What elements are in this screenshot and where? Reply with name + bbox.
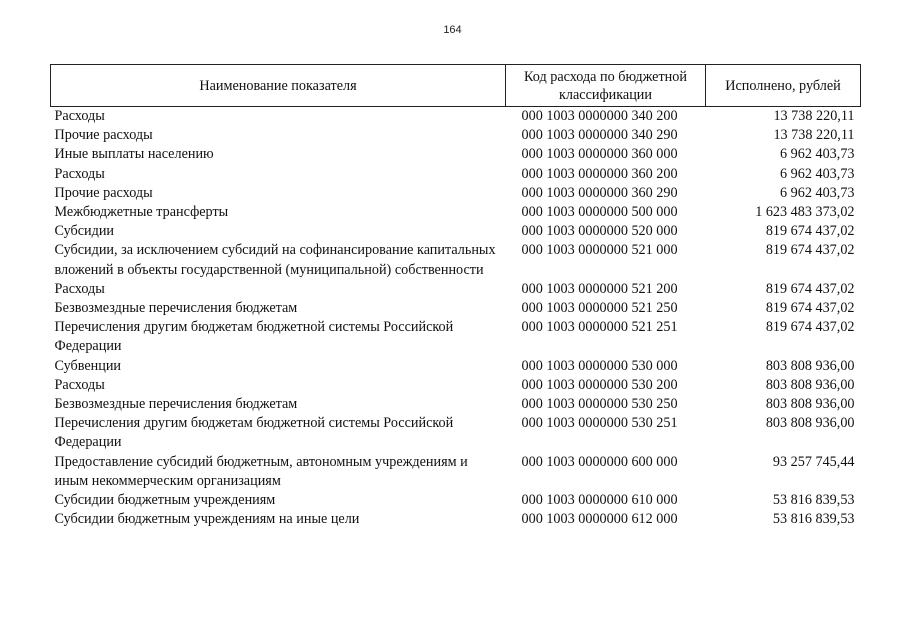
row-budget-code: 000 1003 0000000 340 200 xyxy=(521,108,678,124)
header-indicator-name: Наименование показателя xyxy=(51,65,506,107)
table-row xyxy=(51,222,861,241)
table-row xyxy=(51,453,861,491)
budget-table-container xyxy=(50,64,860,529)
table-row xyxy=(51,510,861,529)
row-indicator-name: Прочие расходы xyxy=(54,184,153,201)
table-row xyxy=(51,376,861,395)
table-body xyxy=(51,107,861,530)
table-row xyxy=(51,107,861,127)
row-budget-code: 000 1003 0000000 500 000 xyxy=(521,204,678,221)
row-executed-amount: 819 674 437,02 xyxy=(765,300,855,317)
row-indicator-name: Субсидии бюджетным учреждениям на иные цели xyxy=(54,511,360,528)
row-executed-amount: 819 674 437,02 xyxy=(765,242,855,259)
row-executed-amount: 6 962 403,73 xyxy=(780,146,855,163)
row-executed-amount: 6 962 403,73 xyxy=(780,165,855,182)
row-budget-code: 000 1003 0000000 340 290 xyxy=(521,127,678,144)
row-budget-code: 000 1003 0000000 521 251 xyxy=(521,319,678,336)
row-indicator-name: Субсидии xyxy=(54,223,115,240)
row-budget-code: 000 1003 0000000 530 250 xyxy=(521,396,678,413)
row-budget-code: 000 1003 0000000 360 290 xyxy=(521,184,678,201)
row-budget-code: 000 1003 0000000 530 200 xyxy=(521,376,678,393)
row-budget-code: 000 1003 0000000 610 000 xyxy=(521,492,678,509)
row-executed-amount: 1 623 483 373,02 xyxy=(755,204,855,221)
table-row xyxy=(51,184,861,203)
table-row xyxy=(51,318,861,356)
row-executed-amount: 13 738 220,11 xyxy=(773,108,855,124)
table-header-row xyxy=(51,65,861,107)
row-executed-amount: 53 816 839,53 xyxy=(772,511,855,528)
table-row xyxy=(51,280,861,299)
table-row xyxy=(51,203,861,222)
header-executed-amount: Исполнено, рублей xyxy=(706,65,861,107)
row-budget-code: 000 1003 0000000 521 250 xyxy=(521,300,678,317)
row-indicator-name: Безвозмездные перечисления бюджетам xyxy=(54,300,298,317)
row-indicator-name: Межбюджетные трансферты xyxy=(54,204,229,221)
row-indicator-name: Расходы xyxy=(54,165,105,182)
budget-expenditure-table xyxy=(50,64,861,529)
table-row xyxy=(51,145,861,164)
table-row xyxy=(51,414,861,452)
row-executed-amount: 819 674 437,02 xyxy=(765,223,855,240)
row-indicator-name: Расходы xyxy=(54,376,105,393)
row-indicator-name: Иные выплаты населению xyxy=(54,146,214,163)
row-indicator-name: Безвозмездные перечисления бюджетам xyxy=(54,396,298,413)
table-row xyxy=(51,357,861,376)
row-indicator-name: Субсидии, за исключением субсидий на софинансирование капитальных вложений в объекты государственной (муниципальной) собственности xyxy=(54,242,496,278)
table-row xyxy=(51,241,861,279)
row-budget-code: 000 1003 0000000 612 000 xyxy=(521,511,678,528)
row-executed-amount: 6 962 403,73 xyxy=(780,184,855,201)
row-executed-amount: 803 808 936,00 xyxy=(765,376,855,393)
page-number: 164 xyxy=(443,24,462,36)
row-budget-code: 000 1003 0000000 360 200 xyxy=(521,165,678,182)
table-row xyxy=(51,299,861,318)
row-executed-amount: 93 257 745,44 xyxy=(772,453,855,470)
row-budget-code: 000 1003 0000000 360 000 xyxy=(521,146,678,163)
header-budget-code: Код расхода по бюджетной классификации xyxy=(506,65,706,107)
row-executed-amount: 819 674 437,02 xyxy=(765,319,855,336)
row-budget-code: 000 1003 0000000 530 000 xyxy=(521,357,678,374)
table-row xyxy=(51,126,861,145)
table-row xyxy=(51,165,861,184)
row-executed-amount: 53 816 839,53 xyxy=(772,492,855,509)
row-indicator-name: Предоставление субсидий бюджетным, автономным учреждениям и иным некоммерческим организациям xyxy=(54,453,468,489)
row-indicator-name: Расходы xyxy=(54,108,105,124)
row-indicator-name: Перечисления другим бюджетам бюджетной системы Российской Федерации xyxy=(54,319,454,355)
row-budget-code: 000 1003 0000000 521 000 xyxy=(521,242,678,259)
row-executed-amount: 803 808 936,00 xyxy=(765,357,855,374)
row-indicator-name: Субсидии бюджетным учреждениям xyxy=(54,492,276,509)
row-indicator-name: Перечисления другим бюджетам бюджетной системы Российской Федерации xyxy=(54,415,454,451)
table-header xyxy=(51,65,861,107)
row-indicator-name: Расходы xyxy=(54,280,105,297)
row-executed-amount: 13 738 220,11 xyxy=(773,127,855,144)
table-row xyxy=(51,491,861,510)
row-executed-amount: 819 674 437,02 xyxy=(765,280,855,297)
row-budget-code: 000 1003 0000000 521 200 xyxy=(521,280,678,297)
row-budget-code: 000 1003 0000000 520 000 xyxy=(521,223,678,240)
row-indicator-name: Субвенции xyxy=(54,357,122,374)
row-indicator-name: Прочие расходы xyxy=(54,127,153,144)
row-executed-amount: 803 808 936,00 xyxy=(765,415,855,432)
table-row xyxy=(51,395,861,414)
row-budget-code: 000 1003 0000000 600 000 xyxy=(521,453,678,470)
row-executed-amount: 803 808 936,00 xyxy=(765,396,855,413)
row-budget-code: 000 1003 0000000 530 251 xyxy=(521,415,678,432)
